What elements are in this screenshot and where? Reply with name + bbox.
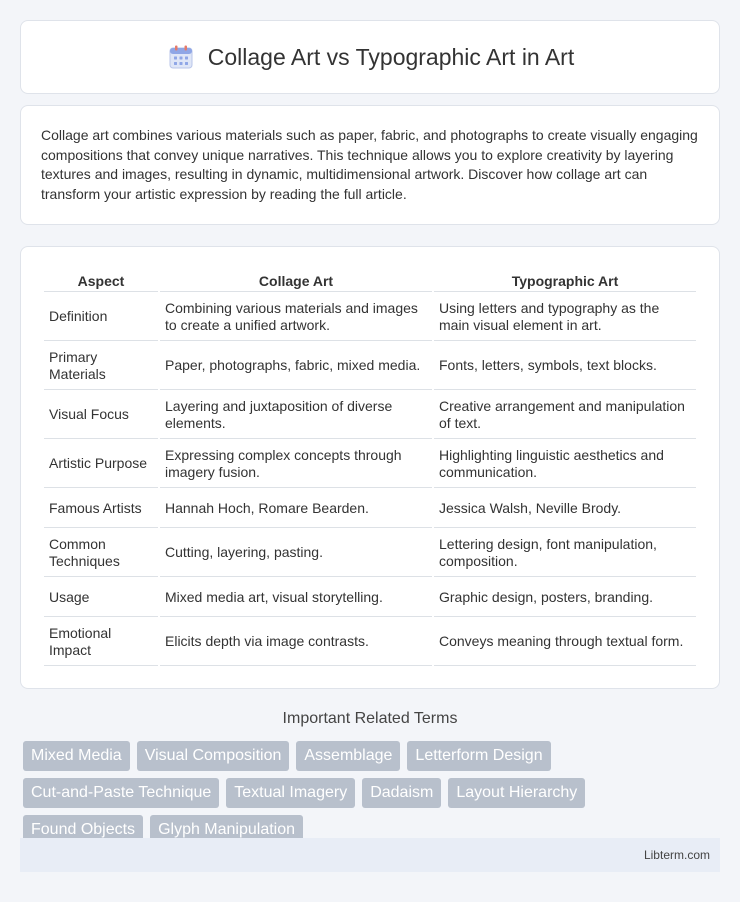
header-collage-art: Collage Art: [160, 269, 432, 292]
cell-collage: Cutting, layering, pasting.: [160, 530, 432, 577]
cell-aspect: Common Techniques: [44, 530, 158, 577]
cell-collage: Paper, photographs, fabric, mixed media.: [160, 343, 432, 390]
cell-aspect: Artistic Purpose: [44, 441, 158, 488]
tag-mixed-media[interactable]: Mixed Media: [23, 741, 130, 771]
cell-collage: Elicits depth via image contrasts.: [160, 619, 432, 666]
comparison-table-card: [20, 246, 720, 689]
related-terms-list: [20, 741, 710, 845]
cell-aspect: Usage: [44, 579, 158, 617]
table-row: [44, 530, 696, 577]
header-typographic-art: Typographic Art: [434, 269, 696, 292]
table-row: [44, 343, 696, 390]
tag-assemblage[interactable]: Assemblage: [296, 741, 400, 771]
tag-layout-hierarchy[interactable]: Layout Hierarchy: [448, 778, 585, 808]
table-header-row: [44, 269, 696, 292]
cell-aspect: Emotional Impact: [44, 619, 158, 666]
tag-letterform-design[interactable]: Letterform Design: [407, 741, 550, 771]
cell-typographic: Graphic design, posters, branding.: [434, 579, 696, 617]
cell-collage: Layering and juxtaposition of diverse elements.: [160, 392, 432, 439]
cell-collage: Hannah Hoch, Romare Bearden.: [160, 490, 432, 528]
tag-found-objects[interactable]: Found Objects: [23, 815, 143, 845]
table-row: [44, 294, 696, 341]
table-row: [44, 490, 696, 528]
cell-aspect: Primary Materials: [44, 343, 158, 390]
page-title: Collage Art vs Typographic Art in Art: [207, 43, 575, 70]
footer: [20, 838, 720, 872]
cell-typographic: Creative arrangement and manipulation of text.: [434, 392, 696, 439]
tag-textual-imagery[interactable]: Textual Imagery: [226, 778, 355, 808]
cell-typographic: Highlighting linguistic aesthetics and communication.: [434, 441, 696, 488]
cell-aspect: Visual Focus: [44, 392, 158, 439]
table-row: [44, 619, 696, 666]
cell-collage: Expressing complex concepts through imagery fusion.: [160, 441, 432, 488]
cell-aspect: Definition: [44, 294, 158, 341]
cell-collage: Combining various materials and images to create a unified artwork.: [160, 294, 432, 341]
table-row: [44, 579, 696, 617]
cell-typographic: Jessica Walsh, Neville Brody.: [434, 490, 696, 528]
calendar-grid-icon: [166, 42, 196, 72]
table-row: [44, 441, 696, 488]
tag-glyph-manipulation[interactable]: Glyph Manipulation: [150, 815, 303, 845]
tag-cut-and-paste-technique[interactable]: Cut-and-Paste Technique: [23, 778, 219, 808]
cell-collage: Mixed media art, visual storytelling.: [160, 579, 432, 617]
footer-site-link[interactable]: Libterm.com: [643, 848, 710, 862]
tag-visual-composition[interactable]: Visual Composition: [137, 741, 290, 771]
cell-typographic: Conveys meaning through textual form.: [434, 619, 696, 666]
cell-aspect: Famous Artists: [44, 490, 158, 528]
intro-card: [20, 105, 720, 225]
cell-typographic: Fonts, letters, symbols, text blocks.: [434, 343, 696, 390]
header-card: [20, 20, 720, 94]
table-row: [44, 392, 696, 439]
cell-typographic: Lettering design, font manipulation, composition.: [434, 530, 696, 577]
related-terms-title: Important Related Terms: [282, 710, 458, 727]
intro-text: Collage art combines various materials such as paper, fabric, and photographs to create visually engaging compositions that convey unique narratives. This technique allows you to explore creativity by layering textures and images, resulting in dynamic, multidimensional artwork. Discover how collage art can transform your artistic expression by reading the full article.: [41, 127, 698, 202]
comparison-table: [42, 267, 698, 668]
header-aspect: Aspect: [44, 269, 158, 292]
cell-typographic: Using letters and typography as the main visual element in art.: [434, 294, 696, 341]
tag-dadaism[interactable]: Dadaism: [362, 778, 441, 808]
